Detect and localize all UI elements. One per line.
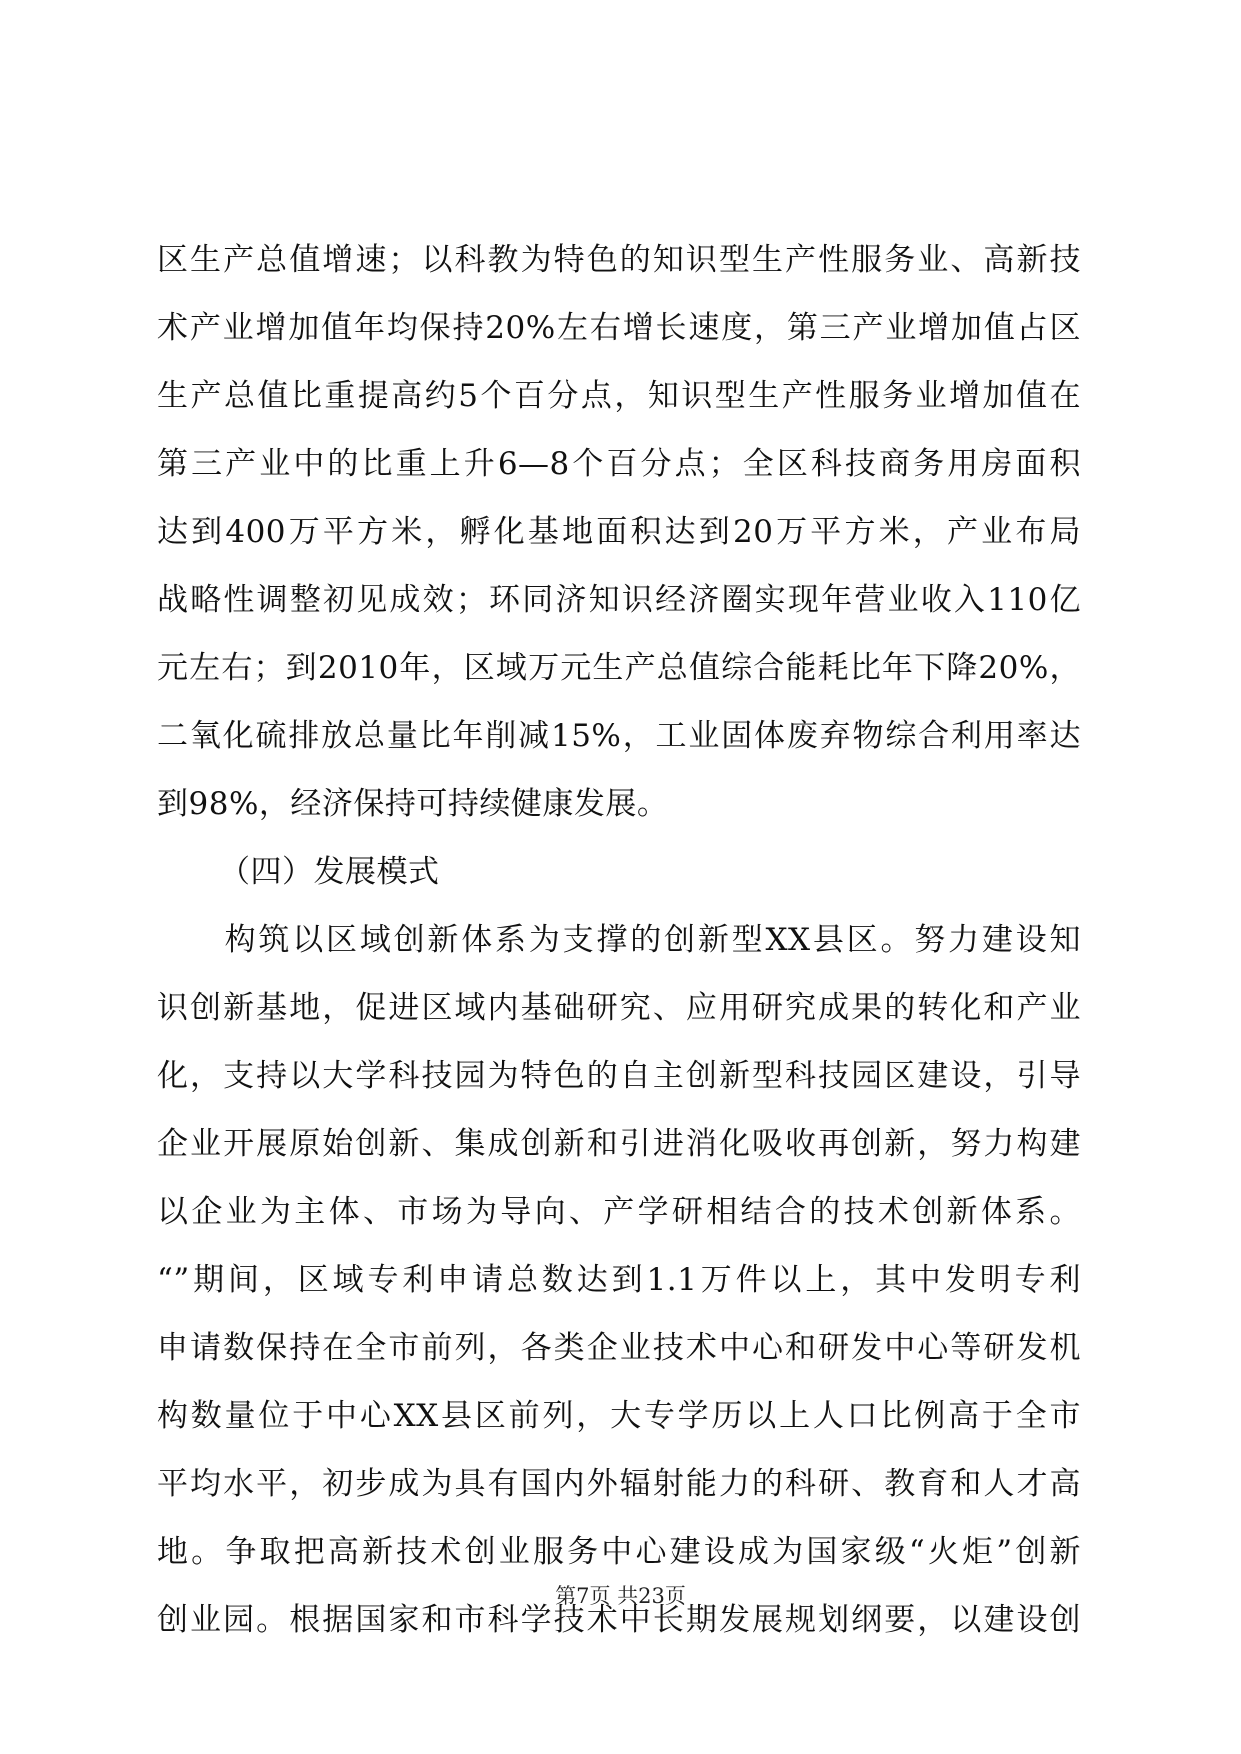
text-line: 区生产总值增速；以科教为特色的知识型生产性服务业、高新技 bbox=[157, 242, 1081, 278]
document-body bbox=[157, 226, 1081, 1654]
text-line: 申请数保持在全市前列，各类企业技术中心和研发中心等研发机 bbox=[157, 1330, 1081, 1366]
text-line: 识创新基地，促进区域内基础研究、应用研究成果的转化和产业 bbox=[157, 990, 1081, 1026]
text-line: 第三产业中的比重上升6—8个百分点；全区科技商务用房面积 bbox=[157, 446, 1081, 482]
text-line: 二氧化硫排放总量比年削减15%，工业固体废弃物综合利用率达 bbox=[157, 718, 1081, 754]
text-line: 创业园。根据国家和市科学技术中长期发展规划纲要，以建设创 bbox=[157, 1602, 1081, 1638]
text-line: 到98%，经济保持可持续健康发展。 bbox=[157, 786, 669, 822]
text-line: 平均水平，初步成为具有国内外辐射能力的科研、教育和人才高 bbox=[157, 1466, 1081, 1502]
text-line: 构筑以区域创新体系为支撑的创新型XX县区。努力建设知 bbox=[157, 922, 1081, 958]
text-line: “”期间，区域专利申请总数达到1.1万件以上，其中发明专利 bbox=[157, 1262, 1081, 1298]
text-line: 达到400万平方米，孵化基地面积达到20万平方米，产业布局 bbox=[157, 514, 1081, 550]
text-line: 企业开展原始创新、集成创新和引进消化吸收再创新，努力构建 bbox=[157, 1126, 1081, 1162]
section-heading: （四）发展模式 bbox=[219, 854, 440, 890]
text-line: 化，支持以大学科技园为特色的自主创新型科技园区建设，引导 bbox=[157, 1058, 1081, 1094]
text-line: 以企业为主体、市场为导向、产学研相结合的技术创新体系。 bbox=[157, 1194, 1081, 1230]
text-line: 元左右；到2010年，区域万元生产总值综合能耗比年下降20%， bbox=[157, 650, 1081, 686]
text-line: 术产业增加值年均保持20%左右增长速度，第三产业增加值占区 bbox=[157, 310, 1081, 346]
text-line: 地。争取把高新技术创业服务中心建设成为国家级“火炬”创新 bbox=[157, 1534, 1081, 1570]
text-line: 生产总值比重提高约5个百分点，知识型生产性服务业增加值在 bbox=[157, 378, 1081, 414]
text-line: 战略性调整初见成效；环同济知识经济圈实现年营业收入110亿 bbox=[157, 582, 1081, 618]
page-number-footer: 第7页 共23页 bbox=[555, 1584, 686, 1608]
text-line: 构数量位于中心XX县区前列，大专学历以上人口比例高于全市 bbox=[157, 1398, 1081, 1434]
